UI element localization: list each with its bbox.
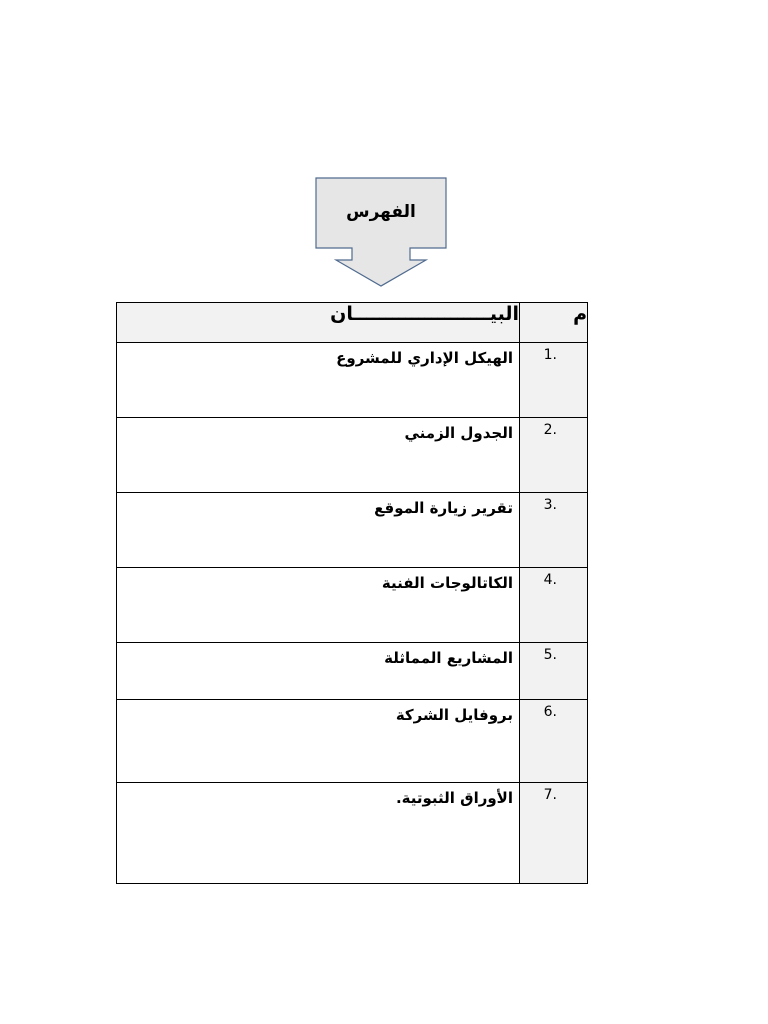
row-number: 7. xyxy=(520,783,588,884)
row-text: تقرير زيارة الموقع xyxy=(117,493,520,568)
row-text: بروفايل الشركة xyxy=(117,700,520,783)
header-num: م xyxy=(520,303,588,343)
header-title: البيـــــــــــــــــــــان xyxy=(117,303,520,343)
table-row xyxy=(117,783,588,884)
index-callout xyxy=(314,176,448,288)
table-row xyxy=(117,568,588,643)
row-number: 4. xyxy=(520,568,588,643)
row-number: 6. xyxy=(520,700,588,783)
row-number: 5. xyxy=(520,643,588,700)
down-arrow-callout-shape xyxy=(314,176,448,288)
row-text: الهيكل الإداري للمشروع xyxy=(117,343,520,418)
row-text: الكاتالوجات الفنية xyxy=(117,568,520,643)
table-row xyxy=(117,700,588,783)
row-number: 3. xyxy=(520,493,588,568)
index-title: الفهرس xyxy=(346,202,416,222)
table-header-row xyxy=(117,303,588,343)
row-number: 1. xyxy=(520,343,588,418)
row-text: الأوراق الثبوتية. xyxy=(117,783,520,884)
table-row xyxy=(117,493,588,568)
row-text: الجدول الزمني xyxy=(117,418,520,493)
table-row xyxy=(117,343,588,418)
row-text: المشاريع المماثلة xyxy=(117,643,520,700)
row-number: 2. xyxy=(520,418,588,493)
table-row xyxy=(117,418,588,493)
index-table xyxy=(116,302,588,884)
table-row xyxy=(117,643,588,700)
